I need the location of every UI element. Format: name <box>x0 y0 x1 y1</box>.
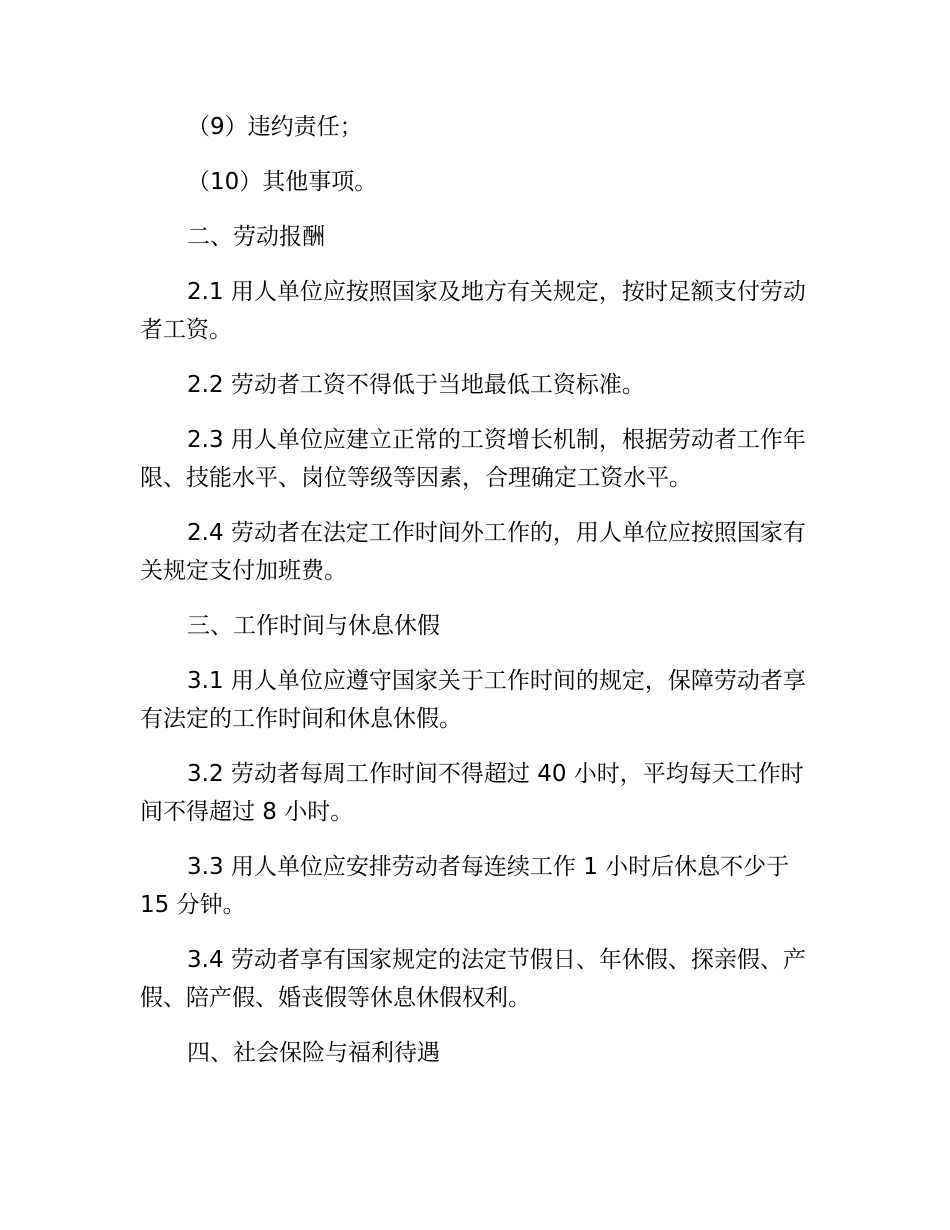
section-heading-social-insurance: 四、社会保险与福利待遇 <box>187 1040 440 1066</box>
clause-3-2: 3.2 劳动者每周工作时间不得超过 40 小时，平均每天工作时间不得超过 8 小时。 <box>140 761 804 825</box>
clause-2-4: 2.4 劳动者在法定工作时间外工作的，用人单位应按照国家有关规定支付加班费。 <box>140 520 806 584</box>
section-heading-working-hours: 三、工作时间与休息休假 <box>187 613 440 639</box>
clause-3-3: 3.3 用人单位应安排劳动者每连续工作 1 小时后休息不少于 15 分钟。 <box>140 854 797 918</box>
section-heading-remuneration: 二、劳动报酬 <box>187 224 325 250</box>
clause-2-3: 2.3 用人单位应建立正常的工资增长机制，根据劳动者工作年限、技能水平、岗位等级等因素，合理确定工资水平。 <box>140 427 806 491</box>
list-item-10: （10）其他事项。 <box>187 169 378 195</box>
clause-3-4: 3.4 劳动者享有国家规定的法定节假日、年休假、探亲假、产假、陪产假、婚丧假等休息休假权利。 <box>140 947 806 1011</box>
document-body <box>140 108 812 1089</box>
clause-2-2: 2.2 劳动者工资不得低于当地最低工资标准。 <box>187 372 645 398</box>
clause-3-1: 3.1 用人单位应遵守国家关于工作时间的规定，保障劳动者享有法定的工作时间和休息休假。 <box>140 668 806 732</box>
list-item-9: （9）违约责任； <box>187 114 363 140</box>
clause-2-1: 2.1 用人单位应按照国家及地方有关规定，按时足额支付劳动者工资。 <box>140 279 806 343</box>
